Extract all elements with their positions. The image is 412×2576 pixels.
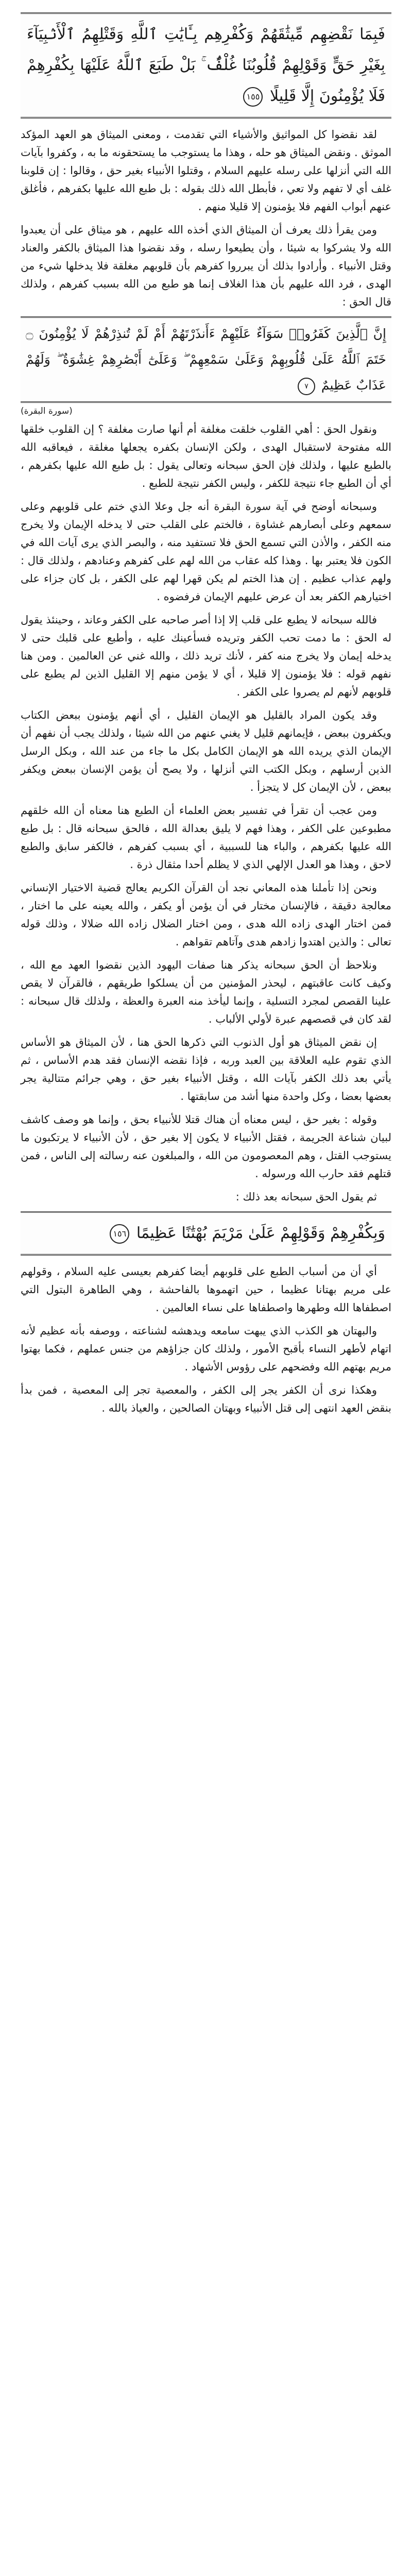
commentary-paragraph: ونلاحظ أن الحق سبحانه يذكر هنا صفات اليهود الذين نقضوا العهد مع الله ، وكيف كانت عاقبتهم ، ليحذر المؤمنين من أن يسلكوا طريقهم ، فالقرآن لا يقص علينا القصص لمجرد التسلية ، وإنما ليأخذ منه العبرة والعظة ، ولذلك قال سبحانه : لقد كان في قصصهم عبرة لأولي الألباب .	[21, 959, 391, 1025]
commentary-paragraph: أي أن من أسباب الطبع على قلوبهم أيضا كفرهم بعيسى عليه السلام ، وقولهم على مريم بهتانا عظيما ، حين اتهموها بالفاحشة ، وهي الطاهرة البتول التي اصطفاها الله وطهرها واصطفاها على نساء العالمين .	[21, 1265, 391, 1314]
commentary-paragraph: وقوله : بغير حق ، ليس معناه أن هناك قتلا للأنبياء بحق ، وإنما هو وصف كاشف لبيان شناعة الجريمة ، فقتل الأنبياء لا يكون إلا بغير حق ، لأن الأنبياء لا يرتكبون ما يستوجب القتل ، وهم المعصومون من الله ، والمبلغون عنه رسالته إلى الناس ، فمن قتلهم فقد حارب الله ورسوله .	[21, 1113, 391, 1180]
quran-verse-156	[21, 1211, 391, 1256]
commentary-paragraph: ونقول الحق : أهي القلوب خلقت مغلفة أم أنها صارت مغلفة ؟ إن القلوب خلقها الله مفتوحة لاستقبال الهدى ، ولكن الإنسان بكفره يجعلها مغلقة ، فيعاقبه الله بالطبع عليها ، ولذلك فإن الحق سبحانه وتعالى يقول : بل طبع الله عليها بكفرهم ، أي أن الطبع جاء نتيجة للكفر ، وليس الكفر نتيجة للطبع .	[21, 423, 391, 489]
quran-verse-155	[21, 12, 391, 118]
commentary-paragraph: فالله سبحانه لا يطبع على قلب إلا إذا أصر صاحبه على الكفر وعاند ، وحينئذ يقول له الحق : ما دمت تحب الكفر وتريده فسأعينك عليه ، وأطبع على قلبك حتى لا يدخله إيمان ولا يخرج منه كفر ، لأنك تريد ذلك ، والله غني عن العالمين . ومن هنا نفهم قوله : فلا يؤمنون إلا قليلا ، أي لا يؤمن منهم إلا القليل الذين لم يطبع على قلوبهم لأنهم لم يصروا على الكفر .	[21, 614, 391, 698]
quran-verse-baqarah-6-7	[21, 316, 391, 403]
commentary-paragraph: ومن عجب أن تقرأ في تفسير بعض العلماء أن الطبع هنا معناه أن الله خلقهم مطبوعين على الكفر ، وهذا فهم لا يليق بعدالة الله ، فالحق سبحانه قال : بل طبع الله عليها بكفرهم ، والباء هنا للسببية ، أي بسبب كفرهم ، فالكفر سابق والطبع لاحق ، وهذا هو العدل الإلهي الذي لا يظلم أحدا مثقال ذرة .	[21, 804, 391, 871]
verse-number-marker: ١٥٥	[243, 87, 263, 107]
commentary-paragraph: والبهتان هو الكذب الذي يبهت سامعه ويدهشه لشناعته ، ووصفه بأنه عظيم لأنه اتهام لأطهر النساء بأقبح الأمور ، ولذلك كان جزاؤهم من جنس عملهم ، فكما بهتوا مريم بهتهم الله وفضحهم على رؤوس الأشهاد .	[21, 1325, 391, 1373]
verse-number-marker: ٧	[298, 378, 315, 395]
commentary-paragraph: ونحن إذا تأملنا هذه المعاني نجد أن القرآن الكريم يعالج قضية الاختيار الإنساني معالجة دقيقة ، فالإنسان مختار في أن يؤمن أو يكفر ، والله يعينه على ما اختار ، فمن اختار الهدى زاده الله هدى ، ومن اختار الضلال زاده الله ضلالا ، وذلك قوله تعالى : والذين اهتدوا زادهم هدى وآتاهم تقواهم .	[21, 882, 391, 948]
commentary-paragraph: لقد نقضوا كل المواثيق والأشياء التي تقدمت ، ومعنى الميثاق هو العهد المؤكد الموثق . ونقض الميثاق هو حله ، وهذا ما يستوجب ما يستحقونه ما به ، وكفروا بآيات الله التي أنزلها على رسله عليهم السلام ، وقتلوا الأنبياء بغير حق ، وقالوا : إن قلوبنا غلف أي لا تفهم ولا تعي ، فأبطل الله ذلك بقوله : بل طبع الله عليها بكفرهم ، فأغلق عنهم أبواب الفهم فلا يؤمنون إلا قليلا منهم .	[21, 128, 391, 213]
commentary-paragraph: وهكذا نرى أن الكفر يجر إلى الكفر ، والمعصية تجر إلى المعصية ، فمن بدأ بنقض العهد انتهى إلى قتل الأنبياء وبهتان الصالحين ، والعياذ بالله .	[21, 1384, 391, 1414]
commentary-paragraph: ثم يقول الحق سبحانه بعد ذلك :	[235, 1191, 377, 1203]
commentary-paragraph: إن نقض الميثاق هو أول الذنوب التي ذكرها الحق هنا ، لأن الميثاق هو الأساس الذي تقوم عليه العلاقة بين العبد وربه ، فإذا نقضه الإنسان فقد هدم الأساس ، ثم يأتي بعد ذلك الكفر بآيات الله ، وقتل الأنبياء بغير حق ، وهي جرائم متتالية يجر بعضها بعضا ، وكل واحدة منها أشد من سابقتها .	[21, 1036, 391, 1103]
verse-number-marker: ١٥٦	[110, 1224, 129, 1244]
commentary-paragraph: ومن يقرأ ذلك يعرف أن الميثاق الذي أخذه الله عليهم ، هو ميثاق على أن يعبدوا الله ولا يشركوا به شيئا ، وأن يطيعوا رسله ، وقد نقضوا هذا الميثاق بالكفر والعناد وقتل الأنبياء . وأرادوا بذلك أن يبرروا كفرهم بأن قلوبهم مغلقة فلا يدخلها شيء من الهدى ، فرد الله عليهم بأن هذا الغلاف إنما هو طبع من الله بسبب كفرهم ، ولذلك قال الحق :	[21, 224, 391, 308]
surah-reference: (سورة البقرة)	[21, 406, 73, 416]
commentary-paragraph: وسبحانه أوضح في آية سورة البقرة أنه جل وعلا الذي ختم على قلوبهم وعلى سمعهم وعلى أبصارهم غشاوة ، فالختم على القلب حتى لا يدخله الإيمان ولا يخرج منه الكفر ، والأذن التي تسمع الحق فلا تستفيد منه ، والبصر الذي يرى آيات الله في الكون فلا يعتبر بها . وهذا كله عقاب من الله لهم على كفرهم وعنادهم ، ولذلك قال : ولهم عذاب عظيم . إن هذا الختم لم يكن قهرا لهم على الكفر ، بل كان جزاء على اختيارهم الكفر بعد أن عرض عليهم الإيمان فرفضوه .	[21, 500, 391, 603]
commentary-paragraph: وقد يكون المراد بالقليل هو الإيمان القليل ، أي أنهم يؤمنون ببعض الكتاب ويكفرون ببعض ، فإيمانهم قليل لا يغني عنهم من الله شيئا ، ولذلك يجب أن نفهم أن الإيمان الذي يريده الله هو الإيمان الكامل بكل ما جاء من عند الله ، وبكل الرسل الذين أرسلهم ، وبكل الكتب التي أنزلها ، ولا يصح أن يؤمن الإنسان ببعض ويكفر ببعض ، لأن الإيمان كل لا يتجزأ .	[21, 709, 391, 793]
verse-text: فَبِمَا نَقْضِهِم مِّيثَٰقَهُمْ وَكُفْرِهِم بِـَٔايَٰتِ ٱللَّهِ وَقَتْلِهِمُ ٱلْأَنۢبِيَآءَ بِغَيْرِ حَقٍّ وَقَوْلِهِمْ قُلُوبُنَا غُلْفٌۢ ۚ بَلْ طَبَعَ ٱللَّهُ عَلَيْهَا بِكُفْرِهِمْ فَلَا يُؤْمِنُونَ إِلَّا قَلِيلًا	[27, 25, 385, 105]
verse-text: وَبِكُفْرِهِمْ وَقَوْلِهِمْ عَلَىٰ مَرْيَمَ بُهْتَٰنًا عَظِيمًا	[136, 1224, 385, 1242]
verse-text: إِنَّ ٱلَّذِينَ كَفَرُوا۟ سَوَآءٌ عَلَيْهِمْ ءَأَنذَرْتَهُمْ أَمْ لَمْ تُنذِرْهُمْ لَا يُؤْمِنُونَ ۝ خَتَمَ ٱللَّهُ عَلَىٰ قُلُوبِهِمْ وَعَلَىٰ سَمْعِهِمْ ۖ وَعَلَىٰٓ أَبْصَٰرِهِمْ غِشَٰوَةٌ ۖ وَلَهُمْ عَذَابٌ عَظِيمٌ	[26, 326, 386, 393]
